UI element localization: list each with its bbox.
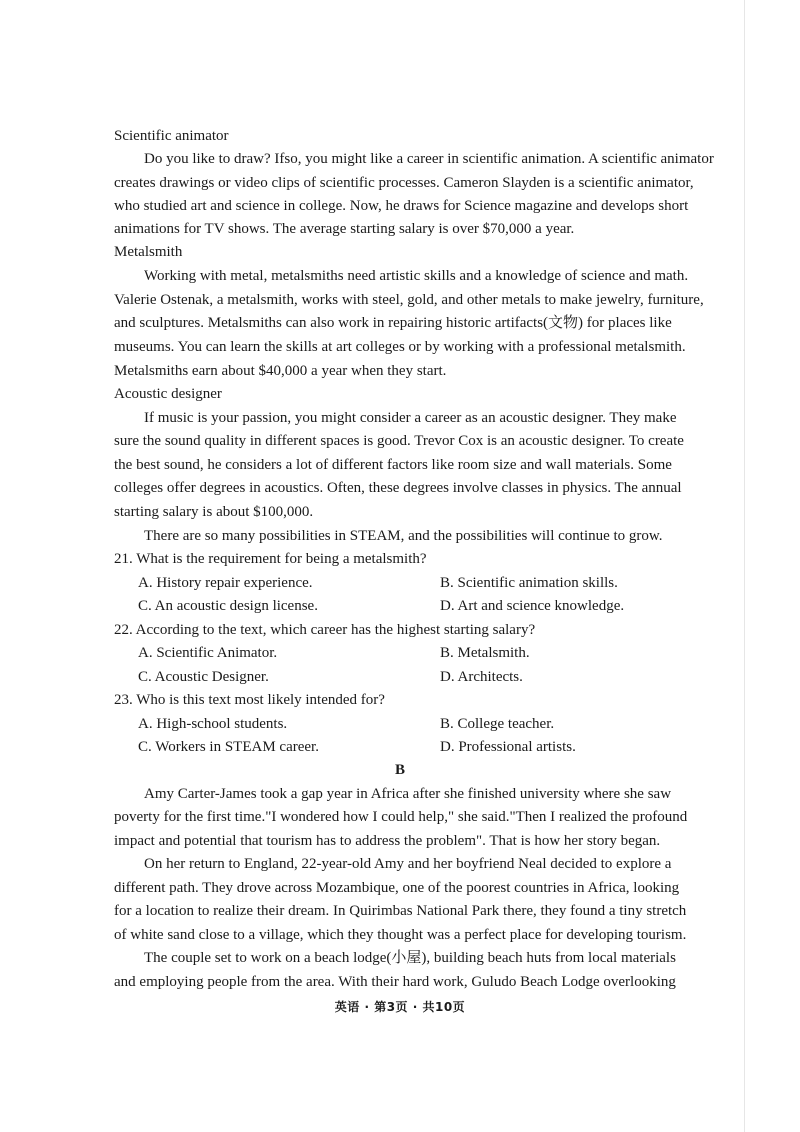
question-23-option-d: D. Professional artists.	[440, 739, 576, 755]
paragraph-line: Do you like to draw? Ifso, you might like a career in scientific animation. A scientific animator	[144, 151, 714, 167]
paragraph-line: for a location to realize their dream. In Quirimbas National Park there, they found a tiny stretch	[114, 903, 687, 919]
paragraph-line: Valerie Ostenak, a metalsmith, works with steel, gold, and other metals to make jewelry, furniture,	[114, 292, 704, 308]
paragraph-line: On her return to England, 22-year-old Amy and her boyfriend Neal decided to explore a	[144, 856, 672, 872]
paragraph-line: and sculptures. Metalsmiths can also work in repairing historic artifacts(文物) for places like	[114, 315, 672, 331]
paragraph-line: museums. You can learn the skills at art colleges or by working with a professional metalsmith.	[114, 339, 686, 355]
section-letter-b: B	[395, 762, 406, 778]
question-22-option-b: B. Metalsmith.	[440, 645, 530, 661]
section-title-acoustic-designer: Acoustic designer	[114, 386, 222, 402]
paragraph-line: creates drawings or video clips of scientific processes. Cameron Slayden is a scientific animator,	[114, 175, 694, 191]
page-footer: 英语 · 第3页 · 共10页	[334, 1000, 466, 1014]
paragraph-line: of white sand close to a village, which they thought was a perfect place for developing tourism.	[114, 927, 687, 943]
section-title-metalsmith: Metalsmith	[114, 244, 183, 260]
question-stem-23: 23. Who is this text most likely intended for?	[114, 692, 385, 708]
question-23-option-a: A. High-school students.	[138, 716, 288, 732]
question-22-option-c: C. Acoustic Designer.	[138, 669, 269, 685]
paragraph-line: impact and potential that tourism has to address the problem". That is how her story began.	[114, 833, 661, 849]
question-22-option-d: D. Architects.	[440, 669, 523, 685]
question-23-option-b: B. College teacher.	[440, 716, 555, 732]
question-22-option-a: A. Scientific Animator.	[138, 645, 278, 661]
paragraph-line: Working with metal, metalsmiths need artistic skills and a knowledge of science and math.	[144, 268, 689, 284]
question-23-option-c: C. Workers in STEAM career.	[138, 739, 319, 755]
section-title-scientific-animator: Scientific animator	[114, 128, 229, 144]
question-stem-22: 22. According to the text, which career has the highest starting salary?	[114, 622, 536, 638]
paragraph-line: Amy Carter-James took a gap year in Africa after she finished university where she saw	[144, 786, 672, 802]
paragraph-line: poverty for the first time."I wondered how I could help," she said."Then I realized the profound	[114, 809, 688, 825]
paragraph-line: starting salary is about $100,000.	[114, 504, 314, 520]
question-21-option-c: C. An acoustic design license.	[138, 598, 318, 614]
paragraph-line: the best sound, he considers a lot of different factors like room size and wall materials. Some	[114, 457, 672, 473]
paragraph-line: who studied art and science in college. Now, he draws for Science magazine and develops short	[114, 198, 689, 214]
paragraph-line: If music is your passion, you might consider a career as an acoustic designer. They make	[144, 410, 677, 426]
paragraph-line: colleges offer degrees in acoustics. Often, these degrees involve classes in physics. The annual	[114, 480, 682, 496]
paragraph-line: animations for TV shows. The average starting salary is over $70,000 a year.	[114, 221, 575, 237]
paragraph-line: Metalsmiths earn about $40,000 a year when they start.	[114, 363, 447, 379]
paragraph-line: and employing people from the area. With their hard work, Guludo Beach Lodge overlooking	[114, 974, 676, 990]
question-21-option-d: D. Art and science knowledge.	[440, 598, 625, 614]
paragraph-line: The couple set to work on a beach lodge(小屋), building beach huts from local materials	[144, 950, 676, 966]
question-21-option-a: A. History repair experience.	[138, 575, 313, 591]
paragraph-line: different path. They drove across Mozambique, one of the poorest countries in Africa, looking	[114, 880, 680, 896]
paragraph-line: sure the sound quality in different spaces is good. Trevor Cox is an acoustic designer. To create	[114, 433, 684, 449]
passage-closing-line: There are so many possibilities in STEAM, and the possibilities will continue to grow.	[144, 528, 663, 544]
question-21-option-b: B. Scientific animation skills.	[440, 575, 618, 591]
question-stem-21: 21. What is the requirement for being a metalsmith?	[114, 551, 427, 567]
